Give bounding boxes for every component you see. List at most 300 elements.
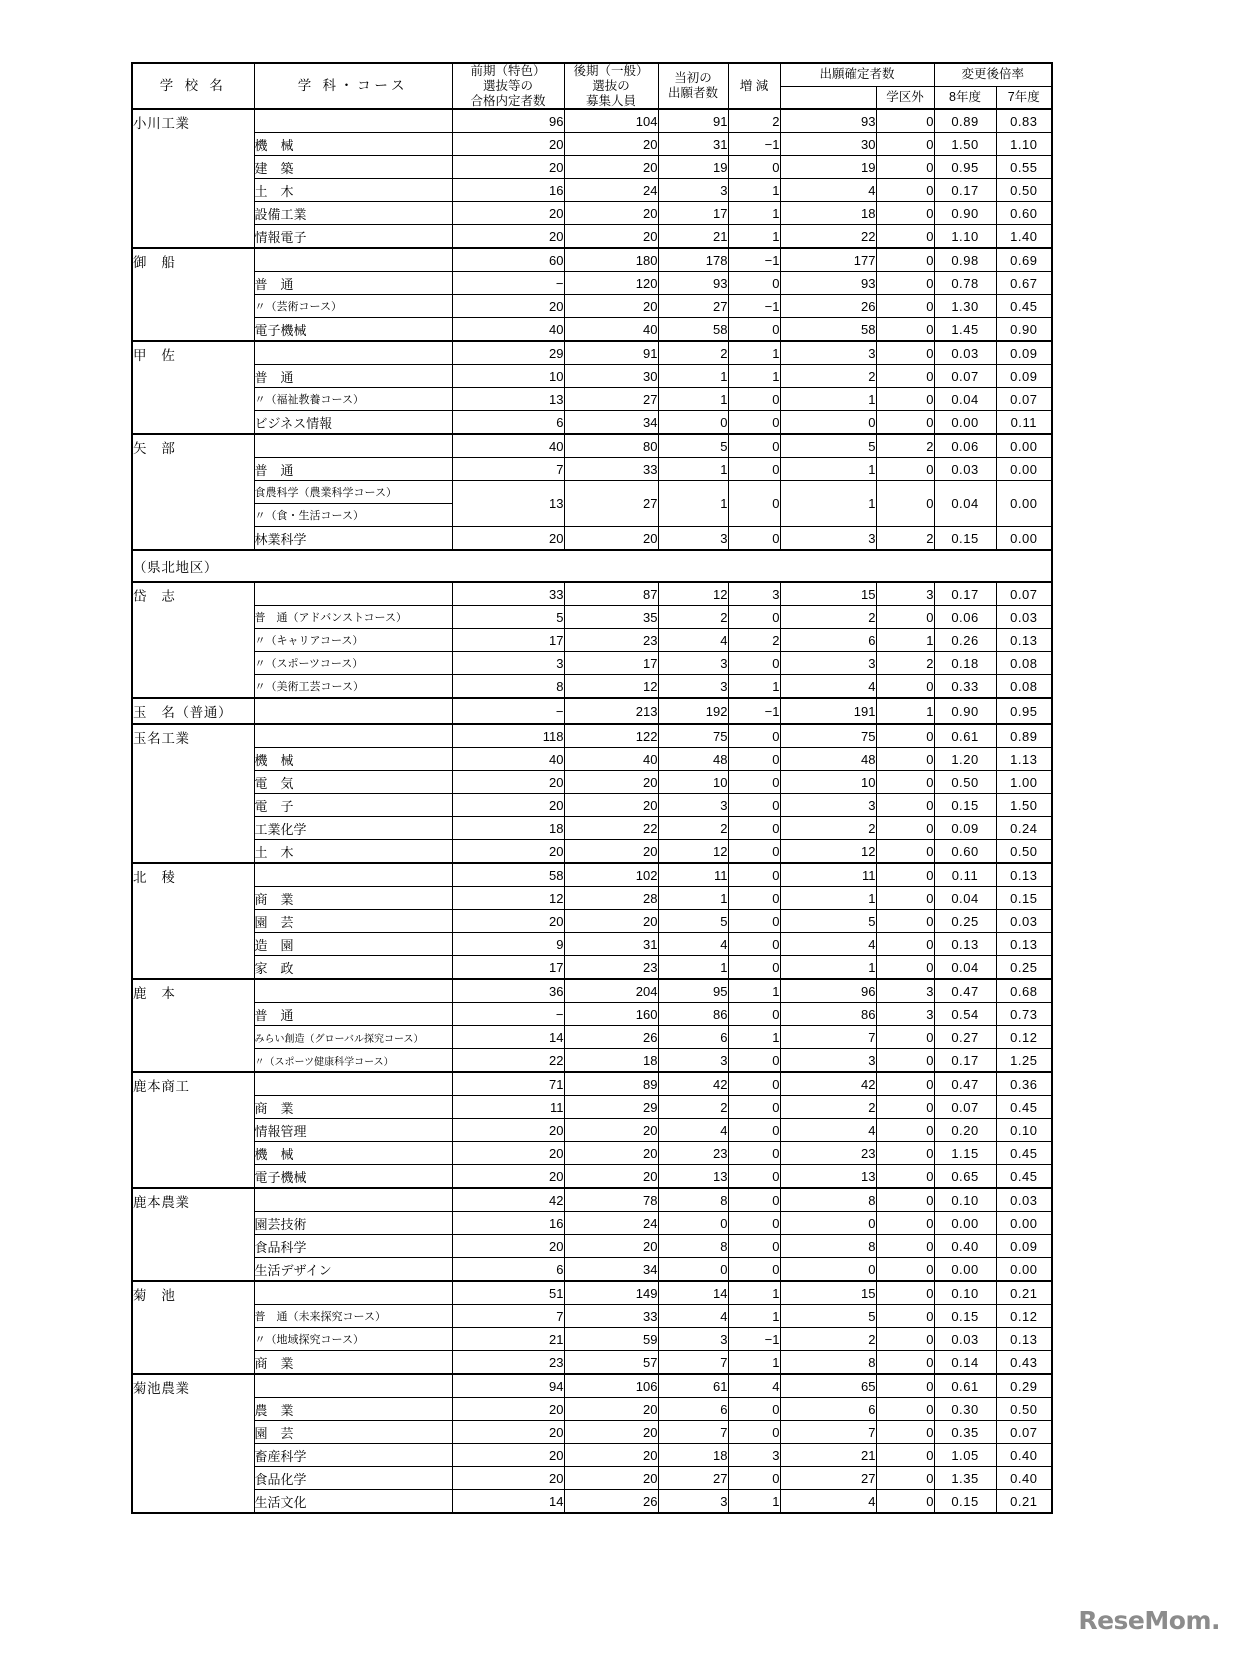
cell-kouki: 31 (564, 933, 658, 956)
cell-zougen: 0 (728, 1421, 780, 1444)
cell-zougen: 0 (728, 1258, 780, 1282)
cell-kouki: 20 (564, 1165, 658, 1189)
cell-tousho: 4 (658, 1305, 728, 1328)
region-label: （県北地区） (132, 550, 1052, 582)
cell-zougen: 0 (728, 1049, 780, 1073)
course-name-cell (254, 434, 452, 458)
cell-zougen: 1 (728, 979, 780, 1003)
cell-ratio-year7: 0.68 (996, 979, 1052, 1003)
cell-kouki: 20 (564, 1398, 658, 1421)
cell-ratio-year8: 0.03 (934, 458, 996, 481)
cell-kakutei: 1 (780, 887, 876, 910)
cell-ratio-year7: 0.07 (996, 1421, 1052, 1444)
header-kakutei-blank (780, 86, 876, 109)
cell-kouki: 20 (564, 771, 658, 794)
cell-zenki: 7 (452, 458, 564, 481)
cell-ratio-year8: 0.90 (934, 202, 996, 225)
admission-statistics-sheet (131, 62, 1051, 1514)
table-row (132, 109, 1052, 133)
cell-ratio-year8: 0.40 (934, 1235, 996, 1258)
cell-kakutei: 3 (780, 652, 876, 675)
cell-zenki: 6 (452, 411, 564, 435)
course-name-cell: 園芸技術 (254, 1212, 452, 1235)
cell-kakutei: 75 (780, 724, 876, 748)
table-row (132, 1212, 1052, 1235)
cell-gakkugai: 0 (876, 318, 934, 342)
cell-kouki: 106 (564, 1374, 658, 1398)
cell-kouki: 122 (564, 724, 658, 748)
course-name-cell: 生活デザイン (254, 1258, 452, 1282)
cell-tousho: 6 (658, 1398, 728, 1421)
cell-ratio-year7: 0.24 (996, 817, 1052, 840)
cell-kouki: 26 (564, 1026, 658, 1049)
cell-kouki: 23 (564, 629, 658, 652)
cell-gakkugai: 0 (876, 840, 934, 864)
course-name-cell: 林業科学 (254, 527, 452, 551)
cell-ratio-year7: 0.13 (996, 863, 1052, 887)
cell-ratio-year7: 0.03 (996, 1188, 1052, 1212)
cell-kouki: 160 (564, 1003, 658, 1026)
cell-gakkugai: 0 (876, 910, 934, 933)
cell-kakutei: 2 (780, 365, 876, 388)
school-name-cell: 矢 部 (132, 434, 254, 550)
cell-tousho: 192 (658, 698, 728, 724)
course-name-cell: 商 業 (254, 1096, 452, 1119)
cell-tousho: 10 (658, 771, 728, 794)
cell-ratio-year8: 0.78 (934, 272, 996, 295)
cell-ratio-year8: 0.54 (934, 1003, 996, 1026)
course-name-cell (254, 863, 452, 887)
cell-ratio-year8: 0.10 (934, 1281, 996, 1305)
cell-kouki: 20 (564, 1142, 658, 1165)
cell-kakutei: 6 (780, 629, 876, 652)
cell-kakutei: 30 (780, 133, 876, 156)
cell-zenki: 16 (452, 179, 564, 202)
cell-zougen: 0 (728, 652, 780, 675)
cell-tousho: 12 (658, 582, 728, 606)
cell-ratio-year7: 0.29 (996, 1374, 1052, 1398)
cell-ratio-year8: 0.10 (934, 1188, 996, 1212)
school-name-cell: 鹿本農業 (132, 1188, 254, 1281)
course-name-cell (254, 698, 452, 724)
course-name-cell: 〃（キャリアコース） (254, 629, 452, 652)
cell-zougen: 0 (728, 1165, 780, 1189)
cell-zougen: 1 (728, 341, 780, 365)
cell-kakutei: 58 (780, 318, 876, 342)
cell-tousho: 95 (658, 979, 728, 1003)
cell-tousho: 1 (658, 887, 728, 910)
cell-kouki: 20 (564, 1119, 658, 1142)
cell-tousho: 2 (658, 817, 728, 840)
table-row (132, 1072, 1052, 1096)
cell-ratio-year8: 0.20 (934, 1119, 996, 1142)
cell-zenki: 36 (452, 979, 564, 1003)
cell-zenki: 6 (452, 1258, 564, 1282)
cell-kouki: 20 (564, 527, 658, 551)
cell-kouki: 30 (564, 365, 658, 388)
cell-kakutei: 1 (780, 388, 876, 411)
cell-ratio-year7: 0.03 (996, 910, 1052, 933)
cell-gakkugai: 0 (876, 109, 934, 133)
cell-ratio-year7: 0.15 (996, 887, 1052, 910)
table-row (132, 225, 1052, 249)
cell-kakutei: 23 (780, 1142, 876, 1165)
cell-ratio-year7: 0.40 (996, 1467, 1052, 1490)
course-name-cell: 普 通（未来探究コース） (254, 1305, 452, 1328)
cell-tousho: 1 (658, 481, 728, 527)
cell-zougen: 0 (728, 933, 780, 956)
header-kouki-l1: 後期（一般） (573, 64, 649, 78)
cell-zenki: 13 (452, 388, 564, 411)
table-row (132, 481, 1052, 504)
cell-kakutei: 191 (780, 698, 876, 724)
cell-ratio-year7: 1.00 (996, 771, 1052, 794)
table-row (132, 527, 1052, 551)
cell-kouki: 22 (564, 817, 658, 840)
cell-ratio-year8: 0.18 (934, 652, 996, 675)
cell-zenki: 40 (452, 434, 564, 458)
cell-ratio-year8: 1.05 (934, 1444, 996, 1467)
cell-gakkugai: 0 (876, 248, 934, 272)
header-year8: 8年度 (934, 86, 996, 109)
table-row (132, 771, 1052, 794)
cell-zenki: 20 (452, 295, 564, 318)
cell-tousho: 31 (658, 133, 728, 156)
cell-ratio-year8: 0.50 (934, 771, 996, 794)
course-name-cell: 〃（食・生活コース） (254, 504, 452, 527)
cell-kakutei: 2 (780, 1328, 876, 1351)
cell-ratio-year7: 0.45 (996, 1165, 1052, 1189)
cell-ratio-year8: 0.03 (934, 341, 996, 365)
cell-tousho: 3 (658, 794, 728, 817)
cell-kouki: 23 (564, 956, 658, 980)
cell-kakutei: 7 (780, 1026, 876, 1049)
cell-ratio-year8: 0.15 (934, 1490, 996, 1514)
cell-zenki: 9 (452, 933, 564, 956)
table-row (132, 910, 1052, 933)
cell-kakutei: 86 (780, 1003, 876, 1026)
cell-zougen: 0 (728, 1467, 780, 1490)
cell-zougen: 0 (728, 1142, 780, 1165)
cell-kouki: 33 (564, 458, 658, 481)
header-tousho-l1: 当初の (674, 71, 712, 86)
course-name-cell: 電子機械 (254, 318, 452, 342)
cell-zenki: − (452, 272, 564, 295)
course-name-cell (254, 1374, 452, 1398)
cell-ratio-year8: 0.04 (934, 388, 996, 411)
cell-ratio-year7: 0.69 (996, 248, 1052, 272)
cell-zougen: −1 (728, 1328, 780, 1351)
cell-gakkugai: 0 (876, 1305, 934, 1328)
cell-kouki: 35 (564, 606, 658, 629)
cell-kakutei: 1 (780, 956, 876, 980)
cell-gakkugai: 2 (876, 527, 934, 551)
cell-kakutei: 11 (780, 863, 876, 887)
course-name-cell: 機 械 (254, 133, 452, 156)
cell-zenki: 118 (452, 724, 564, 748)
cell-ratio-year8: 0.61 (934, 724, 996, 748)
cell-ratio-year7: 0.13 (996, 933, 1052, 956)
cell-zougen: 1 (728, 1490, 780, 1514)
cell-zenki: 20 (452, 1421, 564, 1444)
header-tousho-l2: 出願者数 (667, 86, 718, 101)
cell-zenki: 18 (452, 817, 564, 840)
cell-zenki: 94 (452, 1374, 564, 1398)
cell-kouki: 20 (564, 910, 658, 933)
table-row (132, 1328, 1052, 1351)
cell-gakkugai: 0 (876, 933, 934, 956)
cell-gakkugai: 0 (876, 1281, 934, 1305)
table-row (132, 863, 1052, 887)
cell-zenki: 20 (452, 1444, 564, 1467)
cell-kakutei: 7 (780, 1421, 876, 1444)
cell-gakkugai: 0 (876, 1165, 934, 1189)
cell-ratio-year8: 0.00 (934, 1258, 996, 1282)
cell-zougen: 0 (728, 863, 780, 887)
cell-ratio-year8: 0.04 (934, 481, 996, 527)
table-row (132, 318, 1052, 342)
school-name-cell: 玉名工業 (132, 724, 254, 863)
cell-kakutei: 22 (780, 225, 876, 249)
cell-kouki: 213 (564, 698, 658, 724)
cell-kakutei: 8 (780, 1188, 876, 1212)
table-row (132, 1258, 1052, 1282)
cell-zougen: 1 (728, 225, 780, 249)
cell-zougen: 1 (728, 179, 780, 202)
watermark-dot: . (1211, 1606, 1220, 1635)
cell-zougen: 1 (728, 202, 780, 225)
table-row (132, 156, 1052, 179)
cell-ratio-year8: 1.50 (934, 133, 996, 156)
cell-tousho: 17 (658, 202, 728, 225)
cell-tousho: 42 (658, 1072, 728, 1096)
table-row (132, 1096, 1052, 1119)
course-name-cell: 普 通 (254, 1003, 452, 1026)
cell-kouki: 27 (564, 481, 658, 527)
cell-ratio-year7: 0.60 (996, 202, 1052, 225)
cell-kouki: 120 (564, 272, 658, 295)
cell-kakutei: 0 (780, 1258, 876, 1282)
cell-zougen: 0 (728, 956, 780, 980)
cell-tousho: 27 (658, 1467, 728, 1490)
course-name-cell: 電 子 (254, 794, 452, 817)
cell-tousho: 4 (658, 933, 728, 956)
course-name-cell: 土 木 (254, 840, 452, 864)
cell-zougen: 0 (728, 156, 780, 179)
cell-tousho: 61 (658, 1374, 728, 1398)
course-name-cell: 普 通 (254, 458, 452, 481)
cell-zougen: 0 (728, 272, 780, 295)
cell-tousho: 3 (658, 652, 728, 675)
cell-ratio-year8: 0.15 (934, 527, 996, 551)
cell-ratio-year8: 0.07 (934, 1096, 996, 1119)
table-row (132, 933, 1052, 956)
cell-zenki: 20 (452, 910, 564, 933)
cell-ratio-year7: 1.10 (996, 133, 1052, 156)
cell-zougen: 0 (728, 1212, 780, 1235)
table-header (132, 63, 1052, 109)
cell-zenki: 3 (452, 652, 564, 675)
table-row (132, 388, 1052, 411)
table-row (132, 1421, 1052, 1444)
course-name-cell: 〃（スポーツ健康科学コース） (254, 1049, 452, 1073)
cell-zougen: 1 (728, 675, 780, 699)
cell-zougen: 0 (728, 434, 780, 458)
cell-ratio-year7: 0.45 (996, 1096, 1052, 1119)
cell-ratio-year8: 0.11 (934, 863, 996, 887)
cell-ratio-year8: 0.95 (934, 156, 996, 179)
cell-ratio-year8: 0.14 (934, 1351, 996, 1375)
course-name-cell (254, 1281, 452, 1305)
cell-gakkugai: 1 (876, 698, 934, 724)
cell-tousho: 19 (658, 156, 728, 179)
cell-ratio-year7: 0.07 (996, 388, 1052, 411)
cell-gakkugai: 2 (876, 434, 934, 458)
cell-tousho: 3 (658, 179, 728, 202)
course-name-cell: 電 気 (254, 771, 452, 794)
cell-kouki: 102 (564, 863, 658, 887)
cell-ratio-year7: 0.13 (996, 629, 1052, 652)
course-name-cell: 〃（地域探究コース） (254, 1328, 452, 1351)
cell-ratio-year8: 0.06 (934, 434, 996, 458)
cell-kakutei: 4 (780, 675, 876, 699)
table-row (132, 1374, 1052, 1398)
cell-ratio-year7: 0.10 (996, 1119, 1052, 1142)
cell-zougen: 0 (728, 887, 780, 910)
cell-ratio-year7: 0.36 (996, 1072, 1052, 1096)
cell-tousho: 21 (658, 225, 728, 249)
school-name-cell: 鹿 本 (132, 979, 254, 1072)
cell-kakutei: 2 (780, 817, 876, 840)
cell-kakutei: 15 (780, 1281, 876, 1305)
cell-ratio-year8: 0.89 (934, 109, 996, 133)
table-row (132, 458, 1052, 481)
cell-zenki: 51 (452, 1281, 564, 1305)
cell-kouki: 91 (564, 341, 658, 365)
cell-gakkugai: 0 (876, 133, 934, 156)
cell-gakkugai: 0 (876, 1374, 934, 1398)
cell-kakutei: 3 (780, 527, 876, 551)
table-row (132, 1398, 1052, 1421)
cell-ratio-year7: 0.50 (996, 179, 1052, 202)
cell-zougen: 0 (728, 458, 780, 481)
cell-kakutei: 26 (780, 295, 876, 318)
cell-zenki: 13 (452, 481, 564, 527)
cell-ratio-year8: 0.47 (934, 979, 996, 1003)
course-name-cell: 機 械 (254, 748, 452, 771)
cell-ratio-year7: 0.07 (996, 582, 1052, 606)
cell-kouki: 104 (564, 109, 658, 133)
cell-tousho: 3 (658, 1328, 728, 1351)
cell-kouki: 78 (564, 1188, 658, 1212)
cell-ratio-year7: 0.09 (996, 341, 1052, 365)
cell-kouki: 57 (564, 1351, 658, 1375)
cell-zenki: 14 (452, 1490, 564, 1514)
cell-zenki: 20 (452, 1235, 564, 1258)
cell-kouki: 34 (564, 411, 658, 435)
cell-kouki: 149 (564, 1281, 658, 1305)
cell-zougen: 0 (728, 724, 780, 748)
cell-ratio-year7: 0.21 (996, 1281, 1052, 1305)
school-name-cell: 甲 佐 (132, 341, 254, 434)
cell-gakkugai: 1 (876, 629, 934, 652)
cell-kakutei: 5 (780, 1305, 876, 1328)
cell-ratio-year8: 0.47 (934, 1072, 996, 1096)
cell-ratio-year7: 0.83 (996, 109, 1052, 133)
cell-kakutei: 177 (780, 248, 876, 272)
cell-zenki: 20 (452, 1467, 564, 1490)
cell-gakkugai: 0 (876, 748, 934, 771)
table-row (132, 606, 1052, 629)
cell-zougen: 0 (728, 527, 780, 551)
cell-tousho: 5 (658, 434, 728, 458)
cell-gakkugai: 0 (876, 863, 934, 887)
table-row (132, 1281, 1052, 1305)
cell-zougen: 0 (728, 794, 780, 817)
cell-zenki: 20 (452, 527, 564, 551)
cell-gakkugai: 0 (876, 1212, 934, 1235)
table-row (132, 1305, 1052, 1328)
cell-tousho: 8 (658, 1235, 728, 1258)
table-row (132, 434, 1052, 458)
course-name-cell (254, 979, 452, 1003)
table-row (132, 248, 1052, 272)
cell-tousho: 58 (658, 318, 728, 342)
table-row (132, 887, 1052, 910)
cell-kakutei: 0 (780, 411, 876, 435)
school-name-cell: 鹿本商工 (132, 1072, 254, 1188)
header-kouki-l3: 募集人員 (585, 93, 636, 108)
course-name-cell (254, 1188, 452, 1212)
cell-ratio-year8: 0.06 (934, 606, 996, 629)
cell-kakutei: 93 (780, 109, 876, 133)
cell-ratio-year7: 1.40 (996, 225, 1052, 249)
cell-zenki: 20 (452, 1398, 564, 1421)
cell-zenki: 40 (452, 318, 564, 342)
table-row (132, 341, 1052, 365)
table-row (132, 1467, 1052, 1490)
cell-kakutei: 48 (780, 748, 876, 771)
cell-zenki: 7 (452, 1305, 564, 1328)
cell-zenki: 42 (452, 1188, 564, 1212)
cell-ratio-year7: 0.55 (996, 156, 1052, 179)
cell-tousho: 1 (658, 365, 728, 388)
course-name-cell: 普 通（アドバンストコース） (254, 606, 452, 629)
cell-kouki: 28 (564, 887, 658, 910)
cell-ratio-year7: 0.09 (996, 1235, 1052, 1258)
table-row (132, 817, 1052, 840)
cell-zenki: 17 (452, 629, 564, 652)
cell-gakkugai: 0 (876, 1467, 934, 1490)
cell-tousho: 0 (658, 411, 728, 435)
cell-ratio-year8: 0.25 (934, 910, 996, 933)
cell-kakutei: 18 (780, 202, 876, 225)
header-hairitsu: 変更後倍率 (934, 63, 1052, 86)
cell-gakkugai: 0 (876, 341, 934, 365)
cell-tousho: 75 (658, 724, 728, 748)
cell-gakkugai: 0 (876, 1049, 934, 1073)
cell-kouki: 34 (564, 1258, 658, 1282)
course-name-cell (254, 1072, 452, 1096)
cell-gakkugai: 0 (876, 365, 934, 388)
cell-ratio-year8: 1.20 (934, 748, 996, 771)
cell-ratio-year7: 0.12 (996, 1305, 1052, 1328)
cell-gakkugai: 0 (876, 411, 934, 435)
cell-kakutei: 4 (780, 179, 876, 202)
cell-ratio-year8: 1.45 (934, 318, 996, 342)
school-name-cell: 御 船 (132, 248, 254, 341)
watermark-text: ReseMom (1078, 1606, 1211, 1635)
